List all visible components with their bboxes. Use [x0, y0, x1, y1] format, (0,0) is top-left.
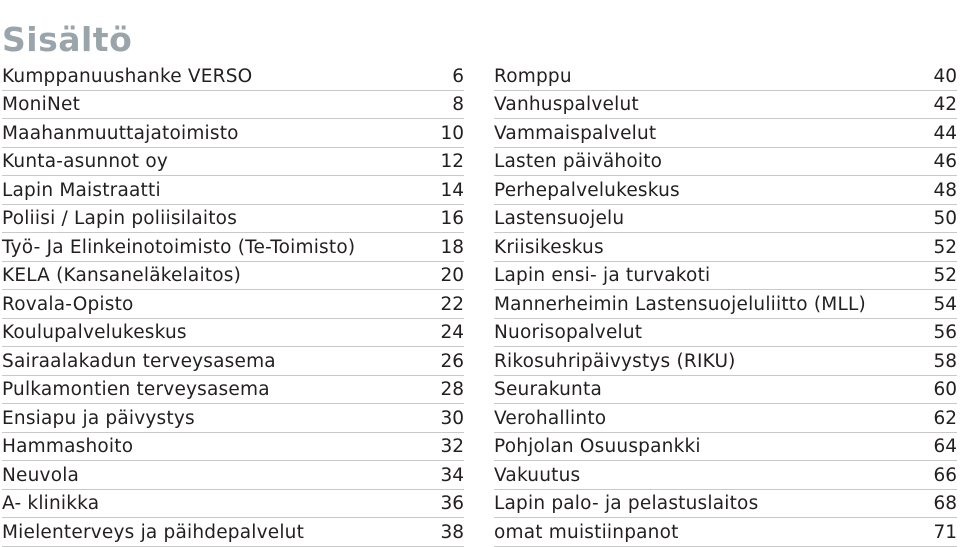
toc-entry: [494, 91, 957, 120]
toc-entry-page: 66: [933, 464, 957, 486]
toc-entry-label: Kumppanuushanke VERSO: [2, 65, 253, 87]
toc-entry-page: 32: [440, 436, 464, 457]
toc-entry: [494, 205, 957, 234]
toc-entry-label: Lapin ensi- ja turvakoti: [494, 265, 711, 286]
toc-entry-page: 52: [933, 236, 957, 258]
toc-entry-page: 40: [933, 65, 957, 87]
toc-entry-label: MoniNet: [2, 94, 81, 115]
toc-entry: [2, 490, 464, 519]
toc-entry-page: 64: [933, 436, 957, 457]
toc-entry-page: 60: [933, 379, 957, 400]
toc-entry-label: Kunta-asunnot oy: [2, 151, 168, 172]
toc-entry: [494, 347, 957, 376]
toc-entry-label: Vakuutus: [494, 464, 581, 486]
toc-entry-label: Ensiapu ja päivystys: [2, 407, 195, 429]
toc-entry: [2, 347, 464, 376]
toc-entry-page: 10: [440, 122, 464, 144]
toc-entry: [2, 404, 464, 433]
toc-entry: [494, 490, 957, 519]
toc-left-column: [2, 62, 464, 547]
toc-entry-label: Mielenterveys ja päihdepalvelut: [2, 521, 305, 543]
toc-entry: [2, 290, 464, 319]
toc-entry-page: 56: [933, 322, 957, 343]
toc-entry-label: Pulkamontien terveysasema: [2, 379, 270, 400]
toc-entry-label: Koulupalvelukeskus: [2, 322, 187, 343]
toc-entry: [2, 262, 464, 291]
toc-entry-page: 52: [933, 265, 957, 286]
toc-entry: [2, 376, 464, 405]
toc-entry-page: 44: [933, 122, 957, 144]
toc-entry: [2, 319, 464, 348]
toc-entry-page: 62: [933, 407, 957, 429]
toc-entry: [494, 319, 957, 348]
toc-entry-page: 48: [933, 179, 957, 201]
toc-entry-label: Pohjolan Osuuspankki: [494, 436, 701, 457]
toc-entry: [2, 148, 464, 177]
toc-entry-label: Poliisi / Lapin poliisilaitos: [2, 208, 238, 229]
toc-entry: [2, 62, 464, 91]
toc-entry-page: 28: [440, 379, 464, 400]
toc-entry-label: Kriisikeskus: [494, 236, 604, 258]
toc-entry: [494, 461, 957, 490]
toc-entry-page: 26: [440, 350, 464, 372]
toc-entry: [2, 91, 464, 120]
toc-entry-label: Perhepalvelukeskus: [494, 179, 680, 201]
toc-entry: [494, 62, 957, 91]
toc-entry-page: 20: [440, 265, 464, 286]
toc-entry-label: KELA (Kansaneläkelaitos): [2, 265, 242, 286]
toc-entry-label: Sairaalakadun terveysasema: [2, 350, 276, 372]
toc-entry-page: 71: [933, 521, 957, 543]
toc-entry-label: Neuvola: [2, 464, 80, 486]
toc-entry: [494, 518, 957, 547]
toc-entry: [494, 433, 957, 462]
toc-entry-page: 38: [440, 521, 464, 543]
toc-entry: [2, 433, 464, 462]
toc-entry-label: Nuorisopalvelut: [494, 322, 643, 343]
toc-entry: [494, 290, 957, 319]
toc-entry-page: 6: [452, 65, 464, 87]
toc-entry-page: 68: [933, 493, 957, 514]
toc-entry-label: Mannerheimin Lastensuojeluliitto (MLL): [494, 293, 866, 315]
toc-entry-page: 18: [440, 236, 464, 258]
toc-entry-page: 42: [933, 94, 957, 115]
toc-entry-label: Seurakunta: [494, 379, 602, 400]
toc-entry-page: 58: [933, 350, 957, 372]
toc-entry: [2, 461, 464, 490]
toc-entry: [494, 148, 957, 177]
toc-entry-label: A- klinikka: [2, 493, 100, 514]
toc-entry: [2, 205, 464, 234]
toc-entry-label: Rikosuhripäivystys (RIKU): [494, 350, 736, 372]
toc-entry: [2, 176, 464, 205]
toc-entry-label: Rovala-Opisto: [2, 293, 134, 315]
toc-entry: [2, 119, 464, 148]
toc-entry-page: 22: [440, 293, 464, 315]
toc-entry-page: 36: [440, 493, 464, 514]
toc-entry: [494, 262, 957, 291]
toc-entry-label: Lasten päivähoito: [494, 151, 663, 172]
toc-entry-label: Vanhuspalvelut: [494, 94, 639, 115]
toc-entry-page: 34: [440, 464, 464, 486]
toc-entry-page: 12: [440, 151, 464, 172]
toc-entry-page: 24: [440, 322, 464, 343]
toc-entry-page: 16: [440, 208, 464, 229]
toc-entry: [2, 518, 464, 547]
toc-entry: [494, 404, 957, 433]
toc-right-column: [494, 62, 957, 547]
toc-entry-label: Työ- Ja Elinkeinotoimisto (Te-Toimisto): [2, 236, 356, 258]
toc-entry: [494, 176, 957, 205]
toc-entry: [2, 233, 464, 262]
toc-entry-page: 50: [933, 208, 957, 229]
toc-entry-label: Verohallinto: [494, 407, 607, 429]
toc-entry: [494, 376, 957, 405]
toc-entry-page: 14: [440, 179, 464, 201]
toc-entry-label: Lapin Maistraatti: [2, 179, 161, 201]
toc-entry-label: Hammashoito: [2, 436, 134, 457]
toc-entry-page: 30: [440, 407, 464, 429]
toc-entry-label: Lapin palo- ja pelastuslaitos: [494, 493, 759, 514]
toc-entry-label: Maahanmuuttajatoimisto: [2, 122, 239, 144]
toc-entry: [494, 119, 957, 148]
toc-entry-page: 46: [933, 151, 957, 172]
toc-entry-label: omat muistiinpanot: [494, 521, 679, 543]
toc-entry-label: Romppu: [494, 65, 572, 87]
toc-entry-page: 8: [452, 94, 464, 115]
page-title: Sisältö: [2, 20, 133, 60]
toc-entry: [494, 233, 957, 262]
toc-entry-label: Lastensuojelu: [494, 208, 625, 229]
toc-entry-label: Vammaispalvelut: [494, 122, 657, 144]
toc-entry-page: 54: [933, 293, 957, 315]
